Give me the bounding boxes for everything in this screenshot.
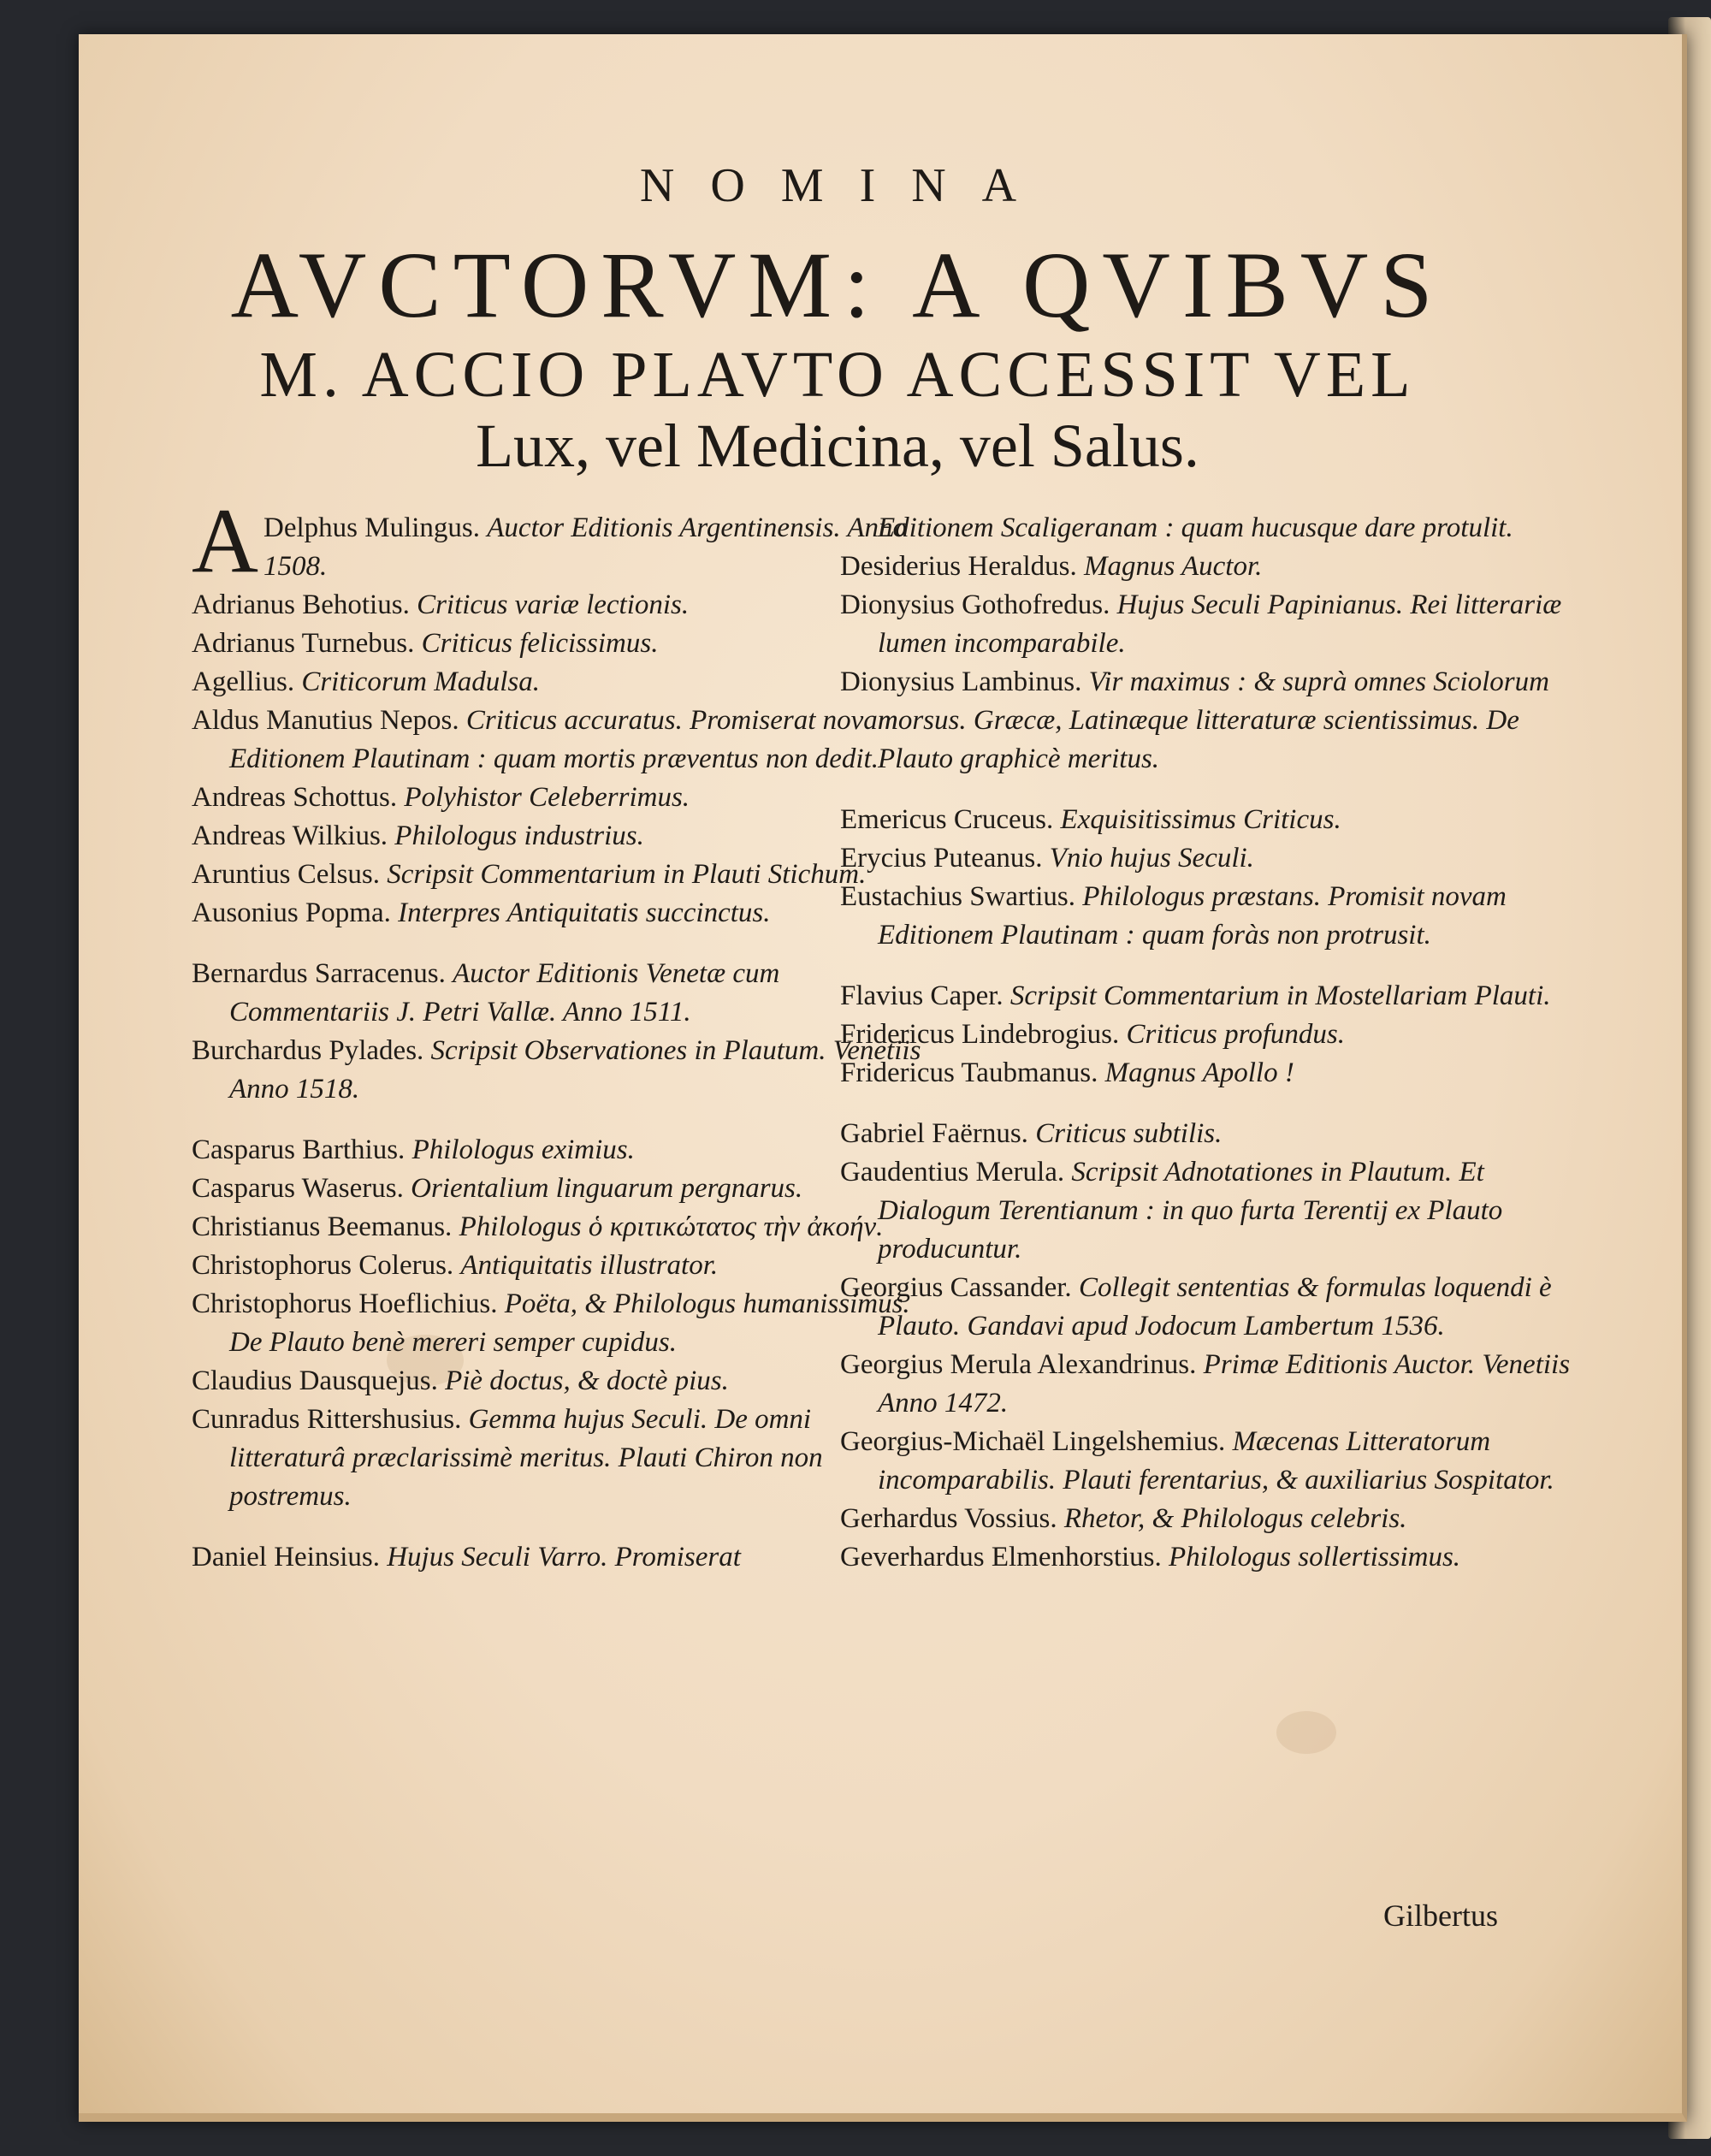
author-entry: [840, 1269, 1572, 1346]
author-name: Desiderius Heraldus.: [840, 551, 1077, 582]
author-name: Christianus Beemanus.: [192, 1211, 453, 1242]
author-entry: [192, 702, 923, 779]
author-name: Erycius Puteanus.: [840, 843, 1043, 874]
author-name: Aruntius Celsus.: [192, 859, 381, 890]
author-name: Flavius Caper.: [840, 980, 1004, 1011]
author-description: Primæ Editionis Auctor. Venetiis Anno 1472.: [878, 1349, 1571, 1419]
author-entry: [192, 1247, 923, 1285]
left-column: [192, 490, 923, 1577]
author-name: Georgius-Michaël Lingelshemius.: [840, 1426, 1226, 1457]
author-name: Fridericus Lindebrogius.: [840, 1019, 1120, 1050]
author-name: Adrianus Behotius.: [192, 589, 410, 620]
author-entry: [192, 1538, 923, 1577]
author-entry: [192, 856, 923, 894]
author-entry: [840, 548, 1572, 586]
author-name: Georgius Merula Alexandrinus.: [840, 1349, 1197, 1380]
right-column: [840, 509, 1572, 1577]
author-name: Geverhardus Elmenhorstius.: [840, 1542, 1162, 1573]
author-entry: [192, 955, 923, 1032]
author-name: Gabriel Faërnus.: [840, 1118, 1028, 1149]
author-description: Polyhistor Celeberrimus.: [404, 782, 690, 813]
author-entry: [840, 878, 1572, 955]
author-entry: [840, 509, 1572, 548]
author-entry: [192, 586, 923, 625]
author-name: Gerhardus Vossius.: [840, 1503, 1057, 1534]
author-entry: [192, 817, 923, 856]
author-entry: [192, 779, 923, 817]
author-description: Collegit sententias & formulas loquendi è Plauto. Gandavi apud Jodocum Lambertum 1536.: [878, 1272, 1552, 1342]
author-entry: [840, 1153, 1572, 1269]
book-page: [79, 34, 1687, 2122]
author-entry: [192, 1362, 923, 1401]
author-entry: [192, 1170, 923, 1208]
author-description: Vir maximus : & suprà omnes Sciolorum morsus. Græcæ, Latinæque litteraturæ scientissimus. De Plauto graphicè meritus.: [878, 666, 1549, 774]
author-description: Scripsit Adnotationes in Plautum. Et Dialogum Terentianum : in quo furta Terentij ex Plauto producuntur.: [878, 1157, 1503, 1265]
author-description: Scripsit Commentarium in Plauti Stichum.: [387, 859, 867, 890]
author-name: Adrianus Turnebus.: [192, 628, 415, 659]
author-entry: [840, 977, 1572, 1016]
author-description: Criticus variæ lectionis.: [417, 589, 690, 620]
author-entry: [840, 1423, 1572, 1500]
author-description: Interpres Antiquitatis succinctus.: [398, 897, 771, 928]
author-description: Philologus ὁ κριτικώτατος τὴν ἀκοήν.: [459, 1211, 884, 1242]
author-description: Scripsit Commentarium in Mostellariam Plauti.: [1009, 980, 1551, 1011]
author-entry: [192, 894, 923, 933]
author-name: Andreas Schottus.: [192, 782, 398, 813]
author-name: Christophorus Hoeflichius.: [192, 1288, 498, 1319]
author-name: Fridericus Taubmanus.: [840, 1057, 1098, 1088]
author-entry: [192, 490, 923, 592]
author-description: Philologus eximius.: [411, 1134, 635, 1165]
author-description: Hujus Seculi Varro. Promiserat: [387, 1542, 741, 1573]
author-description: Poëta, & Philologus humanissimus. De Plauto benè mereri semper cupidus.: [229, 1288, 910, 1358]
author-entry: [840, 663, 1572, 779]
author-name: Andreas Wilkius.: [192, 820, 388, 851]
author-entry: [192, 1285, 923, 1362]
author-name: Eustachius Swartius.: [840, 881, 1075, 912]
author-description: Magnus Apollo !: [1104, 1057, 1294, 1088]
author-entry: [192, 1131, 923, 1170]
title-line-4: Lux, vel Medicina, vel Salus.: [476, 412, 1199, 480]
author-description: Auctor Editionis Venetæ cum Commentariis J. Petri Vallæ. Anno 1511.: [229, 958, 780, 1028]
author-name: Dionysius Gothofredus.: [840, 589, 1110, 620]
author-description: Gemma hujus Seculi. De omni litteraturâ præclarissimè meritus. Plauti Chiron non postremus.: [229, 1404, 823, 1512]
author-entry: [840, 1115, 1572, 1153]
author-entry: [840, 839, 1572, 878]
author-entry: [192, 1208, 923, 1247]
author-name: Gaudentius Merula.: [840, 1157, 1065, 1188]
author-name: Delphus Mulingus.: [263, 512, 481, 543]
author-name: Casparus Barthius.: [192, 1134, 406, 1165]
author-name: Casparus Waserus.: [192, 1173, 404, 1204]
author-entry: [192, 663, 923, 702]
author-entry: [840, 586, 1572, 663]
author-name: Cunradus Rittershusius.: [192, 1404, 462, 1435]
author-name: Claudius Dausquejus.: [192, 1365, 438, 1396]
catchword: Gilbertus: [1383, 1898, 1498, 1933]
author-description: Criticus profundus.: [1126, 1019, 1346, 1050]
author-description: Piè doctus, & doctè pius.: [445, 1365, 729, 1396]
author-description: Hujus Seculi Papinianus. Rei litterariæ lumen incomparabile.: [878, 589, 1562, 659]
author-entry: [840, 1054, 1572, 1093]
author-name: Georgius Cassander.: [840, 1272, 1072, 1303]
author-entry: [840, 1538, 1572, 1577]
foxing-spot: [1276, 1711, 1336, 1754]
author-description: Rhetor, & Philologus celebris.: [1063, 1503, 1407, 1534]
author-description: Auctor Editionis Argentinensis. Anno 1508.: [263, 512, 907, 582]
author-name: Emericus Cruceus.: [840, 804, 1054, 835]
author-name: Bernardus Sarracenus.: [192, 958, 446, 989]
author-entry: [192, 1032, 923, 1109]
author-name: Burchardus Pylades.: [192, 1035, 424, 1066]
author-description: Antiquitatis illustrator.: [460, 1250, 719, 1281]
author-description: Orientalium linguarum pergnarus.: [411, 1173, 803, 1204]
author-name: Agellius.: [192, 666, 295, 697]
author-description: Editionem Scaligeranam : quam hucusque dare protulit.: [878, 512, 1513, 543]
author-entry: [840, 1500, 1572, 1538]
author-name: Daniel Heinsius.: [192, 1542, 380, 1573]
author-entry: [840, 801, 1572, 839]
author-entry: [840, 1016, 1572, 1054]
author-description: Criticus accuratus. Promiserat novam Editionem Plautinam : quam mortis præventus non dedit.: [229, 705, 898, 774]
author-description: Philologus præstans. Promisit novam Editionem Plautinam : quam foràs non protrusit.: [878, 881, 1507, 951]
title-line-2: AVCTORVM: A QVIBVS: [230, 233, 1445, 337]
author-name: Ausonius Popma.: [192, 897, 391, 928]
author-entry: [840, 1346, 1572, 1423]
author-description: Scripsit Observationes in Plautum. Venetiis Anno 1518.: [229, 1035, 921, 1105]
author-description: Philologus sollertissimus.: [1169, 1542, 1461, 1573]
author-description: Criticorum Madulsa.: [301, 666, 541, 697]
author-entry: [192, 625, 923, 663]
author-name: Christophorus Colerus.: [192, 1250, 454, 1281]
title-line-1: NOMINA: [639, 159, 1053, 212]
author-description: Mæcenas Litteratorum incomparabilis. Plauti ferentarius, & auxiliarius Sospitator.: [878, 1426, 1554, 1496]
author-description: Vnio hujus Seculi.: [1049, 843, 1254, 874]
author-description: Exquisitissimus Criticus.: [1060, 804, 1341, 835]
author-entry: [192, 1401, 923, 1516]
author-name: Aldus Manutius Nepos.: [192, 705, 459, 736]
author-description: Criticus felicissimus.: [421, 628, 659, 659]
author-description: Magnus Auctor.: [1084, 551, 1263, 582]
drop-cap: A: [192, 490, 258, 592]
author-description: Philologus industrius.: [394, 820, 644, 851]
author-description: Criticus subtilis.: [1035, 1118, 1223, 1149]
author-name: Dionysius Lambinus.: [840, 666, 1082, 697]
title-line-3: M. ACCIO PLAVTO ACCESSIT VEL: [259, 339, 1416, 411]
